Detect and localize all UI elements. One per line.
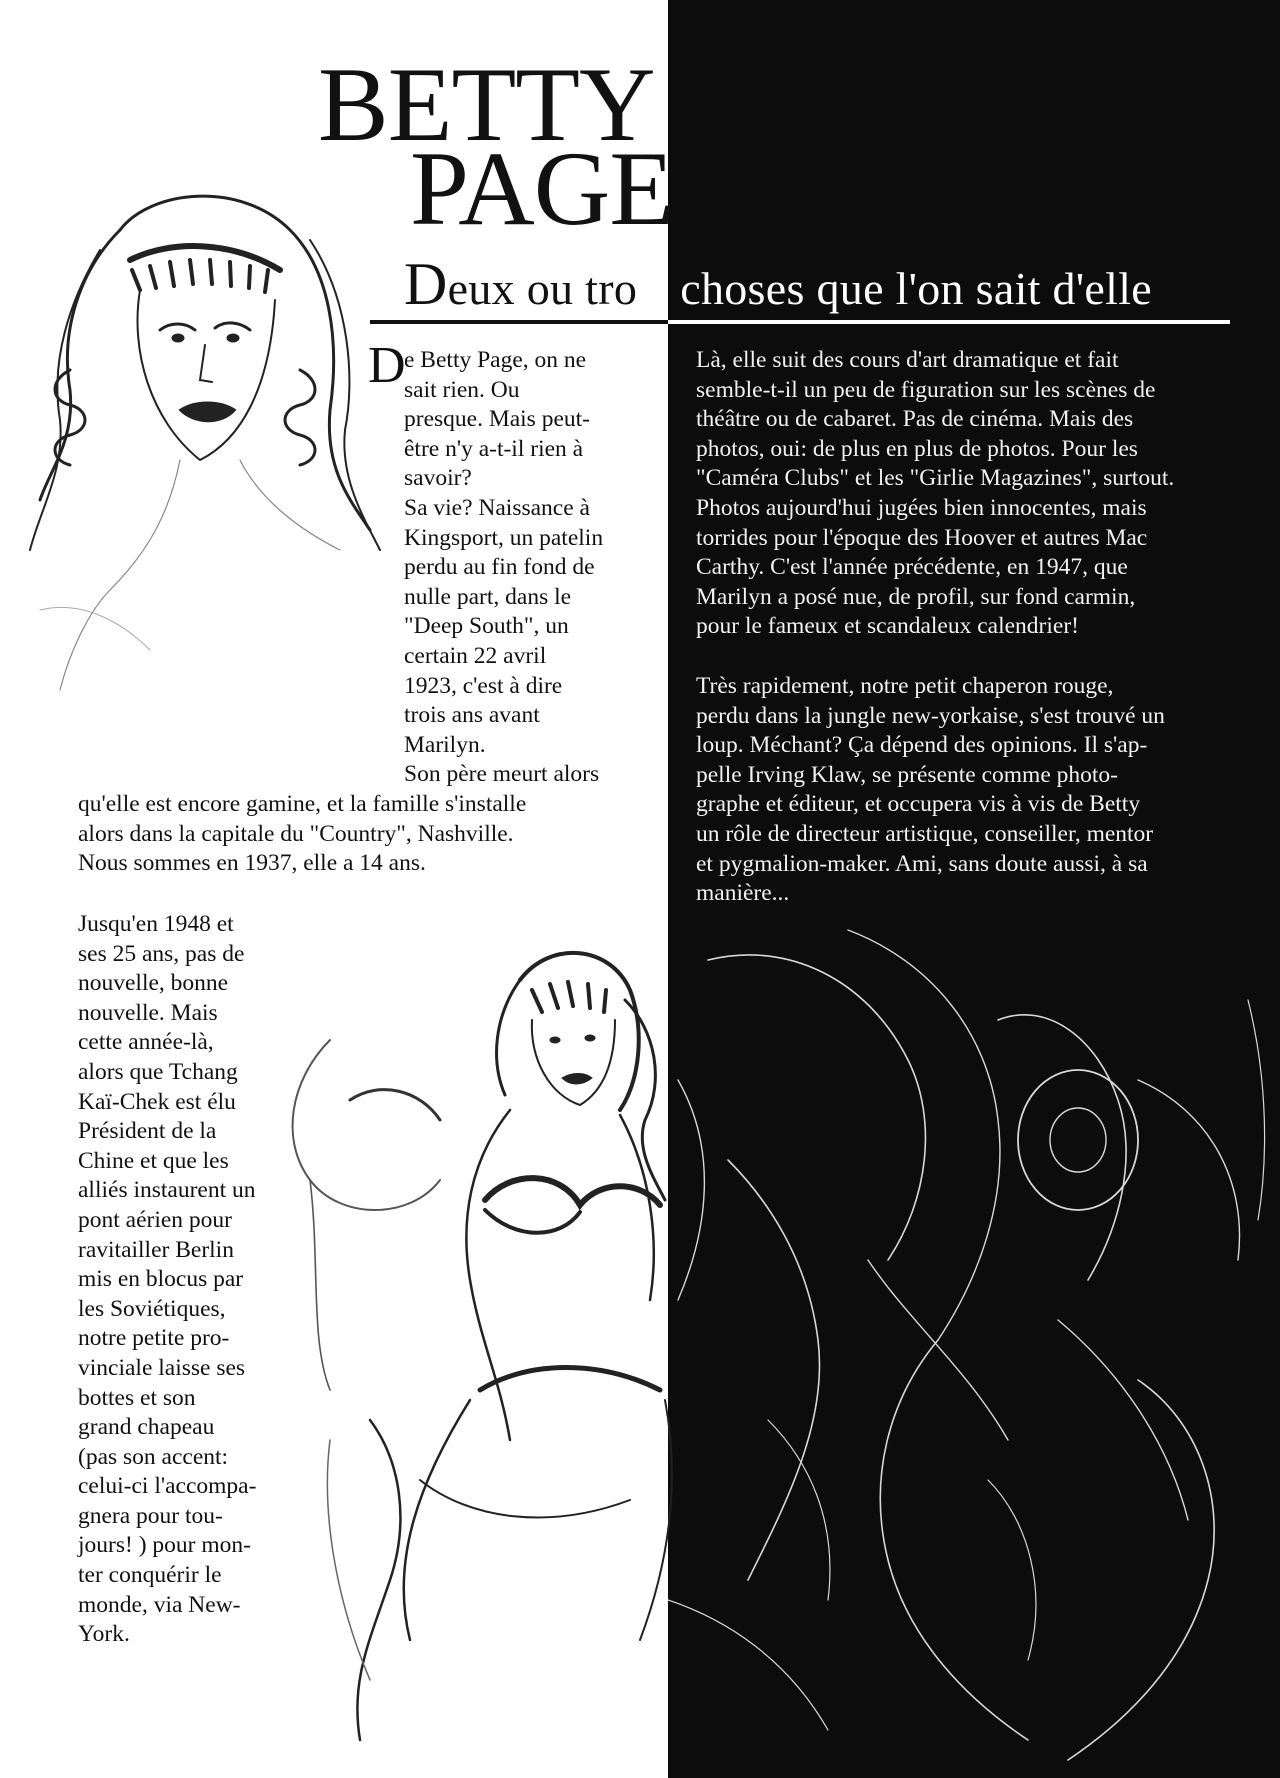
text-line: gnera pour tou-: [78, 1502, 223, 1529]
title-line-1-text: BETTY: [318, 46, 655, 163]
text-line: presque. Mais peut-: [404, 406, 590, 433]
text-line: nulle part, dans le: [404, 583, 572, 610]
text-line: semble-t-il un peu de figuration sur les scènes de: [696, 376, 1156, 403]
figure-lines-sketch-icon: [668, 900, 1280, 1778]
text-line: sait rien. Ou: [404, 376, 520, 403]
text-line: jours! ) pour mon-: [78, 1532, 251, 1559]
text-line: alors dans la capitale du "Country", Nashville.: [78, 820, 514, 847]
text-line: celui-ci l'accompa-: [78, 1473, 257, 1500]
text-line: cette année-là,: [78, 1029, 214, 1056]
right-column-paragraph-2: [696, 672, 1165, 909]
subtitle-dark-part: eux ou tro: [447, 263, 638, 314]
subtitle-dropcap: D: [404, 251, 448, 317]
text-line: pelle Irving Klaw, se présente comme photo-: [696, 761, 1118, 788]
text-line: alors que Tchang: [78, 1058, 238, 1085]
text-line: et pygmalion-maker. Ami, sans doute aussi, à sa: [696, 850, 1148, 877]
text-line: e Betty Page, on ne: [404, 347, 587, 373]
subtitle-light-part: is choses que l'on sait d'elle: [637, 263, 1153, 314]
left-column-block-3: [78, 910, 256, 1650]
article-dropcap: D: [368, 337, 406, 394]
text-line: nouvelle, bonne: [78, 970, 229, 997]
pinup-sketch-icon: [270, 920, 690, 1770]
text-line: "Deep South", un: [404, 613, 569, 640]
text-line: Sa vie? Naissance à: [404, 494, 590, 521]
text-line: un rôle de directeur artistique, conseiller, mentor: [696, 820, 1154, 847]
text-line: Président de la: [78, 1118, 217, 1145]
text-line: Son père meurt alors: [404, 761, 600, 788]
title-rule-light: [668, 320, 1230, 324]
text-line: Photos aujourd'hui jugées bien innocentes, mais: [696, 494, 1147, 521]
text-line: monde, via New-: [78, 1591, 241, 1618]
left-column-block-1: [404, 346, 603, 790]
text-line: vinciale laisse ses: [78, 1354, 246, 1381]
text-line: Marilyn a posé nue, de profil, sur fond carmin,: [696, 583, 1136, 610]
text-line: théâtre ou de cabaret. Pas de cinéma. Mais des: [696, 406, 1134, 433]
text-line: Kingsport, un patelin: [404, 524, 604, 551]
title-rule-dark: [370, 320, 668, 324]
text-line: grand chapeau: [78, 1414, 215, 1441]
text-line: Marilyn.: [404, 731, 486, 758]
text-line: bottes et son: [78, 1384, 196, 1411]
text-line: certain 22 avril: [404, 642, 547, 669]
text-line: savoir?: [404, 465, 472, 492]
text-line: Nous sommes en 1937, elle a 14 ans.: [78, 850, 426, 877]
text-line: ravitailler Berlin: [78, 1236, 234, 1263]
text-line: être n'y a-t-il rien à: [404, 435, 584, 462]
right-column-paragraph-1: [696, 346, 1174, 642]
text-line: Chine et que les: [78, 1147, 229, 1174]
text-line: nouvelle. Mais: [78, 999, 218, 1026]
text-line: alliés instaurent un: [78, 1177, 256, 1204]
text-line: mis en blocus par: [78, 1266, 244, 1293]
text-line: Carthy. C'est l'année précédente, en 1947, que: [696, 554, 1128, 581]
text-line: les Soviétiques,: [78, 1295, 226, 1322]
text-line: qu'elle est encore gamine, et la famille s'installe: [78, 791, 527, 817]
text-line: Très rapidement, notre petit chaperon rouge,: [696, 673, 1114, 699]
text-line: trois ans avant: [404, 702, 540, 729]
text-line: "Caméra Clubs" et les "Girlie Magazines", surtout.: [696, 465, 1175, 492]
text-line: pour le fameux et scandaleux calendrier!: [696, 613, 1079, 640]
text-line: York.: [78, 1621, 130, 1648]
text-line: Kaï-Chek est élu: [78, 1088, 236, 1115]
text-line: pont aérien pour: [78, 1206, 233, 1233]
title-line-2-text: PAGE: [410, 130, 674, 247]
text-line: 1923, c'est à dire: [404, 672, 563, 699]
text-line: perdu dans la jungle new-yorkaise, s'est trouvé un: [696, 702, 1165, 729]
text-line: ses 25 ans, pas de: [78, 940, 245, 967]
text-line: loup. Méchant? Ça dépend des opinions. Il s'ap-: [696, 732, 1148, 759]
subtitle: [404, 251, 1153, 317]
text-line: manière...: [696, 880, 790, 907]
text-line: perdu au fin fond de: [404, 554, 595, 581]
portrait-sketch-icon: [0, 170, 400, 730]
text-line: photos, oui: de plus en plus de photos. Pour les: [696, 435, 1138, 462]
text-line: ter conquérir le: [78, 1562, 222, 1589]
text-line: (pas son accent:: [78, 1443, 229, 1470]
left-column-block-2: [78, 790, 526, 879]
text-line: torrides pour l'époque des Hoover et autres Mac: [696, 524, 1148, 551]
text-line: notre petite pro-: [78, 1325, 230, 1352]
text-line: Là, elle suit des cours d'art dramatique et fait: [696, 347, 1119, 373]
text-line: graphe et éditeur, et occupera vis à vis de Betty: [696, 791, 1141, 818]
title-line-2: [410, 128, 673, 250]
text-line: Jusqu'en 1948 et: [78, 911, 234, 937]
